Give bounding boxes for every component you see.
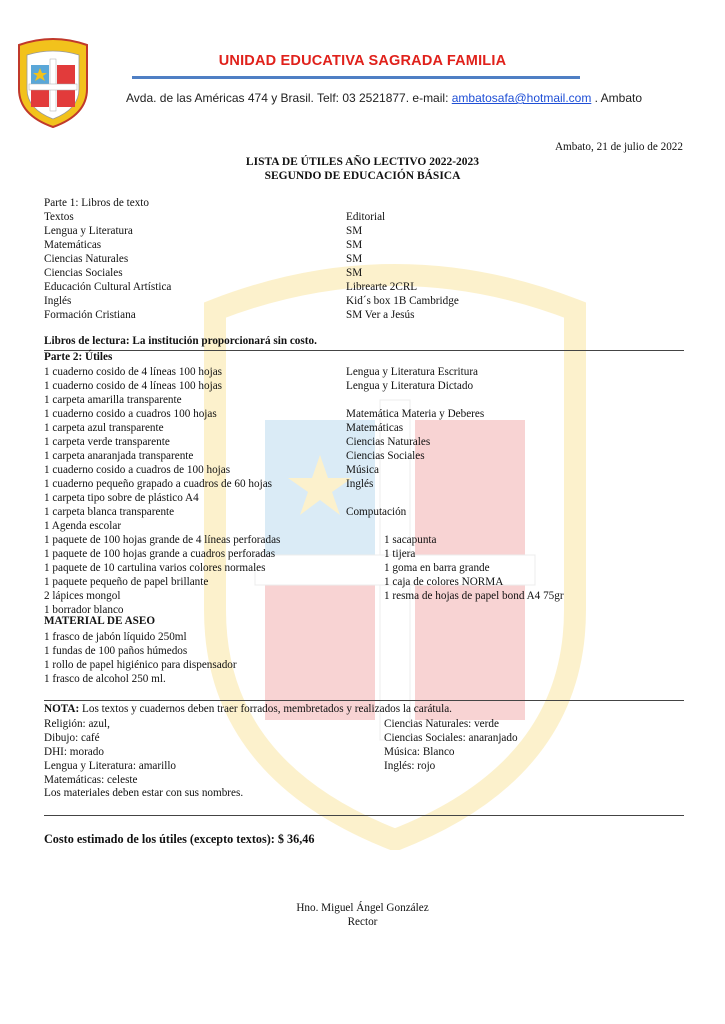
supply-item: 1 borrador blanco <box>44 604 124 616</box>
supply-row <box>0 379 725 394</box>
color-right: Ciencias Sociales: anaranjado <box>384 732 518 744</box>
supply-row <box>0 505 725 520</box>
supply-item: 2 lápices mongol <box>44 590 121 602</box>
supply-item: 1 carpeta amarilla transparente <box>44 394 182 406</box>
supply-row <box>0 519 725 534</box>
color-right: Ciencias Naturales: verde <box>384 718 499 730</box>
section-divider <box>44 815 684 816</box>
supply-use: Música <box>346 464 379 476</box>
note-text: Los textos y cuadernos deben traer forrados, membretados y realizados la carátula. <box>79 703 452 715</box>
textbook-row <box>0 238 725 253</box>
supply-use: Matemática Materia y Deberes <box>346 408 485 420</box>
supply-item: 1 cuaderno cosido a cuadros de 100 hojas <box>44 464 231 476</box>
supply-extra: 1 tijera <box>384 548 416 560</box>
supply-extra: 1 resma de hojas de papel bond A4 75gr <box>384 590 564 602</box>
textbook-row <box>0 308 725 323</box>
supply-use: Computación <box>346 506 407 518</box>
section-divider <box>44 350 684 351</box>
textbook-subject: Ciencias Naturales <box>44 253 129 265</box>
supply-row <box>0 407 725 422</box>
textbook-publisher: SM <box>346 267 363 279</box>
section-divider <box>44 700 684 701</box>
hygiene-item: 1 frasco de alcohol 250 ml. <box>44 673 166 685</box>
textbook-publisher: SM Ver a Jesús <box>346 309 415 321</box>
textbook-subject: Inglés <box>44 295 72 307</box>
publisher-column-header: Editorial <box>346 211 386 223</box>
hygiene-item: 1 fundas de 100 paños húmedos <box>44 645 188 657</box>
textbook-publisher: SM <box>346 253 363 265</box>
signature-name: Hno. Miguel Ángel González <box>296 902 429 914</box>
signature-title: Rector <box>347 916 378 928</box>
address-suffix: . Ambato <box>594 91 643 105</box>
supply-row <box>0 561 725 576</box>
document-title: LISTA DE ÚTILES AÑO LECTIVO 2022-2023 <box>245 156 480 168</box>
part1-heading: Parte 1: Libros de texto <box>44 197 150 209</box>
supply-row <box>0 365 725 380</box>
supply-use: Lengua y Literatura Escritura <box>346 366 479 378</box>
hygiene-row <box>0 644 725 659</box>
part1-column-headers <box>0 210 725 225</box>
supply-item: 1 cuaderno cosido de 4 líneas 100 hojas <box>44 366 223 378</box>
texts-column-header: Textos <box>44 211 74 223</box>
supply-row <box>0 547 725 562</box>
textbook-row <box>0 252 725 267</box>
header-divider <box>132 76 580 79</box>
part2-heading: Parte 2: Útiles <box>44 351 113 363</box>
school-name: UNIDAD EDUCATIVA SAGRADA FAMILIA <box>218 53 507 69</box>
estimated-cost: Costo estimado de los útiles (excepto textos): $ 36,46 <box>44 832 315 846</box>
note-paragraph <box>44 703 452 715</box>
supply-item: 1 carpeta verde transparente <box>44 436 170 448</box>
supply-item: 1 cuaderno cosido a cuadros 100 hojas <box>44 408 217 420</box>
textbook-publisher: Librearte 2CRL <box>346 281 418 293</box>
supply-use: Inglés <box>346 478 374 490</box>
textbook-publisher: Kid´s box 1B Cambridge <box>346 295 459 307</box>
textbook-row <box>0 294 725 309</box>
supply-row <box>0 463 725 478</box>
color-row <box>0 759 725 774</box>
school-logo <box>13 37 93 129</box>
supply-row <box>0 449 725 464</box>
supply-extra: 1 sacapunta <box>384 534 437 546</box>
supply-use: Ciencias Sociales <box>346 450 425 462</box>
textbook-subject: Educación Cultural Artística <box>44 281 172 293</box>
supply-row <box>0 491 725 506</box>
supply-row <box>0 477 725 492</box>
color-row <box>0 717 725 732</box>
textbook-subject: Lengua y Literatura <box>44 225 133 237</box>
part1-heading-row <box>0 196 725 211</box>
color-left: Religión: azul, <box>44 718 110 730</box>
supply-item: 1 Agenda escolar <box>44 520 122 532</box>
supply-item: 1 paquete de 10 cartulina varios colores normales <box>44 562 266 574</box>
hygiene-item: 1 frasco de jabón líquido 250ml <box>44 631 187 643</box>
color-left: Dibujo: café <box>44 732 100 744</box>
supply-item: 1 cuaderno cosido de 4 líneas 100 hojas <box>44 380 223 392</box>
hygiene-row <box>0 658 725 673</box>
supply-item: 1 paquete pequeño de papel brillante <box>44 576 209 588</box>
supply-row <box>0 575 725 590</box>
color-row <box>0 745 725 760</box>
color-left: Matemáticas: celeste <box>44 774 138 786</box>
supply-item: 1 carpeta blanca transparente <box>44 506 175 518</box>
supply-item: 1 carpeta azul transparente <box>44 422 164 434</box>
supply-item: 1 cuaderno pequeño grapado a cuadros de 60 hojas <box>44 478 273 490</box>
textbook-publisher: SM <box>346 239 363 251</box>
supply-item: 1 paquete de 100 hojas grande de 4 líneas perforadas <box>44 534 281 546</box>
document-date: Ambato, 21 de julio de 2022 <box>554 141 683 153</box>
textbook-row <box>0 266 725 281</box>
textbook-subject: Ciencias Sociales <box>44 267 123 279</box>
supply-row <box>0 589 725 604</box>
color-right: Música: Blanco <box>384 746 455 758</box>
hygiene-heading: MATERIAL DE ASEO <box>44 615 156 627</box>
supply-use: Lengua y Literatura Dictado <box>346 380 474 392</box>
note-label: NOTA: <box>44 703 80 715</box>
address-text: Avda. de las Américas 474 y Brasil. Telf: 03 2521877. e-mail: <box>126 91 449 105</box>
textbook-row <box>0 224 725 239</box>
supply-item: 1 carpeta anaranjada transparente <box>44 450 194 462</box>
textbook-subject: Formación Cristiana <box>44 309 136 321</box>
supply-use: Ciencias Naturales <box>346 436 431 448</box>
hygiene-row <box>0 630 725 645</box>
supply-item: 1 paquete de 100 hojas grande a cuadros perforadas <box>44 548 276 560</box>
supply-row <box>0 393 725 408</box>
supply-extra: 1 caja de colores NORMA <box>384 576 504 588</box>
document-subtitle: SEGUNDO DE EDUCACIÓN BÁSICA <box>264 170 461 182</box>
note-closing: Los materiales deben estar con sus nombres. <box>44 787 244 799</box>
hygiene-item: 1 rollo de papel higiénico para dispensador <box>44 659 237 671</box>
supply-use: Matemáticas <box>346 422 404 434</box>
supply-row <box>0 533 725 548</box>
color-left: Lengua y Literatura: amarillo <box>44 760 177 772</box>
color-row <box>0 731 725 746</box>
supply-extra: 1 goma en barra grande <box>384 562 490 574</box>
reading-books-note: Libros de lectura: La institución proporcionará sin costo. <box>44 335 317 347</box>
textbook-publisher: SM <box>346 225 363 237</box>
textbook-row <box>0 280 725 295</box>
color-left: DHI: morado <box>44 746 104 758</box>
supply-item: 1 carpeta tipo sobre de plástico A4 <box>44 492 199 504</box>
supply-row <box>0 421 725 436</box>
supply-row <box>0 435 725 450</box>
hygiene-row <box>0 672 725 687</box>
color-row <box>0 773 725 788</box>
school-address <box>126 91 642 105</box>
color-right: Inglés: rojo <box>384 760 436 772</box>
textbook-subject: Matemáticas <box>44 239 102 251</box>
email-link[interactable]: ambatosafa@hotmail.com <box>451 91 592 105</box>
